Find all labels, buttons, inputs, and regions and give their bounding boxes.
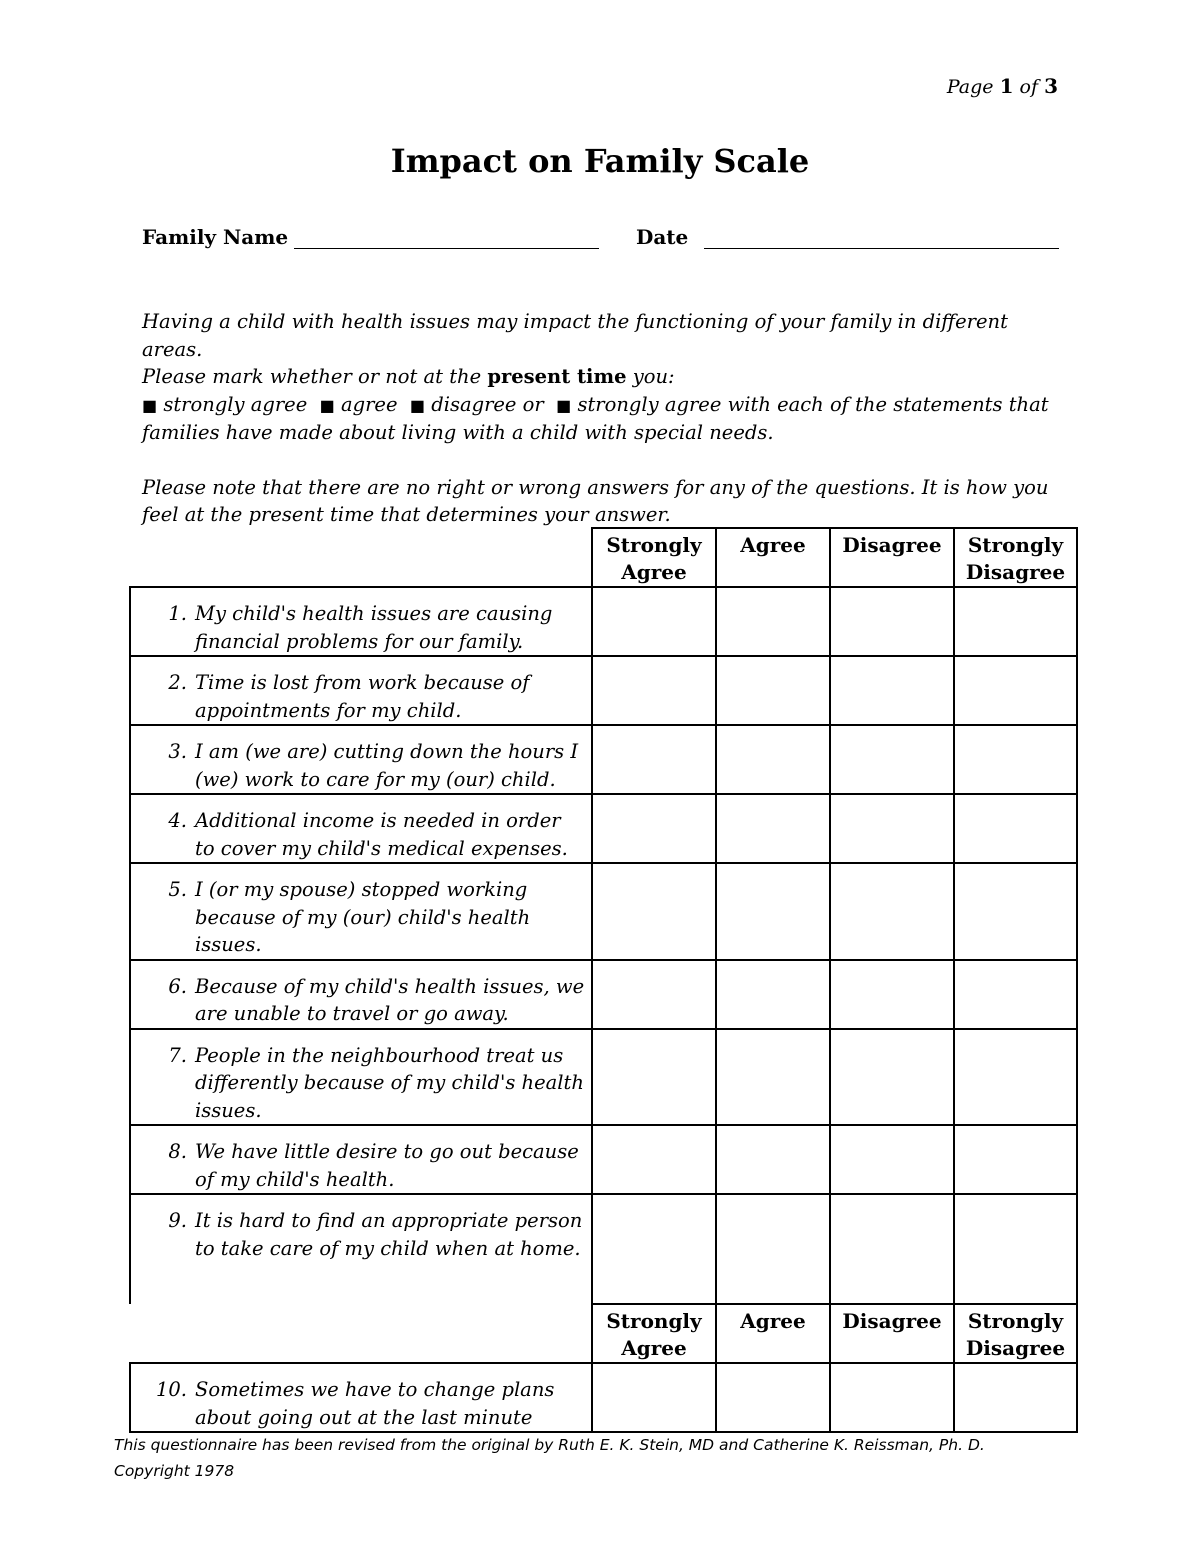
response-strongly-disagree[interactable] xyxy=(954,960,1077,1029)
question-cell: 8. We have little desire to go out because of my child's health. xyxy=(130,1125,592,1194)
response-agree[interactable] xyxy=(716,794,830,863)
page-of-label: of xyxy=(1019,76,1039,98)
present-time-emphasis: present time xyxy=(487,365,627,388)
note-line-1: Please note that there are no right or wrong answers for any of the questions. It is how you xyxy=(142,475,1049,499)
col-header-strongly-agree: Strongly Agree xyxy=(592,1304,716,1363)
square-bullet-icon: ■ xyxy=(319,395,335,415)
survey-table-1 xyxy=(129,527,1078,1433)
question-cell: 4. Additional income is needed in order to cover my child's medical expenses. xyxy=(130,794,592,863)
footer xyxy=(114,1432,1094,1484)
family-name-field[interactable] xyxy=(142,225,599,249)
response-agree[interactable] xyxy=(716,725,830,794)
response-strongly-agree[interactable] xyxy=(592,1363,716,1432)
response-strongly-agree[interactable] xyxy=(592,1125,716,1194)
question-row xyxy=(130,656,1077,725)
response-disagree[interactable] xyxy=(830,1029,954,1126)
response-strongly-agree[interactable] xyxy=(592,1029,716,1126)
response-strongly-agree[interactable] xyxy=(592,794,716,863)
date-label: Date xyxy=(636,225,689,249)
response-disagree[interactable] xyxy=(830,587,954,656)
header-blank xyxy=(130,528,592,587)
response-disagree[interactable] xyxy=(830,1363,954,1432)
header-fields xyxy=(142,225,1062,255)
square-bullet-icon: ■ xyxy=(409,395,426,415)
response-strongly-disagree[interactable] xyxy=(954,1029,1077,1126)
family-name-label: Family Name xyxy=(142,225,289,249)
response-strongly-disagree[interactable] xyxy=(954,794,1077,863)
header-blank xyxy=(130,1304,592,1363)
response-agree[interactable] xyxy=(716,587,830,656)
question-cell: 1. My child's health issues are causing financial problems for our family. xyxy=(130,587,592,656)
response-disagree[interactable] xyxy=(830,1125,954,1194)
note-line-2: feel at the present time that determines your answer. xyxy=(142,503,671,526)
response-agree[interactable] xyxy=(716,1363,830,1432)
response-strongly-agree[interactable] xyxy=(592,863,716,960)
response-disagree[interactable] xyxy=(830,960,954,1029)
response-disagree[interactable] xyxy=(830,863,954,960)
family-name-input-line[interactable] xyxy=(294,228,599,249)
response-disagree[interactable] xyxy=(830,656,954,725)
question-row xyxy=(130,794,1077,863)
date-field[interactable] xyxy=(636,225,1059,249)
response-strongly-disagree[interactable] xyxy=(954,725,1077,794)
question-cell: 3. I am (we are) cutting down the hours I (we) work to care for my (our) child. xyxy=(130,725,592,794)
response-agree[interactable] xyxy=(716,1194,830,1304)
page-label: Page xyxy=(946,76,994,98)
response-agree[interactable] xyxy=(716,863,830,960)
col-header-disagree: Disagree xyxy=(830,528,954,587)
question-row xyxy=(130,960,1077,1029)
response-disagree[interactable] xyxy=(830,794,954,863)
response-strongly-agree[interactable] xyxy=(592,960,716,1029)
footer-attribution: This questionnaire has been revised from the original by Ruth E. K. Stein, MD and Catherine K. Reissman, Ph. D. xyxy=(114,1436,985,1454)
question-cell: 9. It is hard to find an appropriate person to take care of my child when at home. xyxy=(130,1194,592,1304)
col-header-agree: Agree xyxy=(716,1304,830,1363)
question-row xyxy=(130,1363,1077,1432)
response-agree[interactable] xyxy=(716,960,830,1029)
response-strongly-disagree[interactable] xyxy=(954,1125,1077,1194)
question-row xyxy=(130,1194,1077,1304)
question-row xyxy=(130,1029,1077,1126)
question-cell: 5. I (or my spouse) stopped working because of my (our) child's health issues. xyxy=(130,863,592,960)
page-title: Impact on Family Scale xyxy=(390,142,810,180)
response-agree[interactable] xyxy=(716,656,830,725)
response-agree[interactable] xyxy=(716,1125,830,1194)
question-row xyxy=(130,863,1077,960)
question-row xyxy=(130,1125,1077,1194)
instructions xyxy=(142,308,1062,529)
question-cell: 2. Time is lost from work because of appointments for my child. xyxy=(130,656,592,725)
instructions-line-4: families have made about living with a child with special needs. xyxy=(142,421,774,444)
page-total: 3 xyxy=(1044,74,1058,98)
response-strongly-agree[interactable] xyxy=(592,1194,716,1304)
response-strongly-disagree[interactable] xyxy=(954,1194,1077,1304)
square-bullet-icon: ■ xyxy=(142,395,158,415)
response-options: ■ strongly agree ■ agree ■ disagree or ■ strongly agree with each of the statements that xyxy=(142,392,1049,416)
question-row xyxy=(130,587,1077,656)
date-input-line[interactable] xyxy=(704,228,1059,249)
col-header-strongly-disagree: Strongly Disagree xyxy=(954,1304,1077,1363)
page-number xyxy=(947,74,1058,98)
question-cell: 6. Because of my child's health issues, we are unable to travel or go away. xyxy=(130,960,592,1029)
footer-copyright: Copyright 1978 xyxy=(114,1462,235,1480)
response-disagree[interactable] xyxy=(830,725,954,794)
instructions-line-2: Please mark whether or not at the present time you: xyxy=(142,365,675,388)
response-strongly-disagree[interactable] xyxy=(954,863,1077,960)
response-strongly-disagree[interactable] xyxy=(954,656,1077,725)
instructions-line-1: Having a child with health issues may impact the functioning of your family in different areas. xyxy=(142,310,1008,361)
header-row-repeat xyxy=(130,1304,1077,1363)
response-disagree[interactable] xyxy=(830,1194,954,1304)
col-header-agree: Agree xyxy=(716,528,830,587)
col-header-strongly-disagree: Strongly Disagree xyxy=(954,528,1077,587)
response-strongly-agree[interactable] xyxy=(592,587,716,656)
response-strongly-agree[interactable] xyxy=(592,656,716,725)
square-bullet-icon: ■ xyxy=(556,395,572,415)
header-row xyxy=(130,528,1077,587)
response-strongly-disagree[interactable] xyxy=(954,1363,1077,1432)
response-strongly-disagree[interactable] xyxy=(954,587,1077,656)
col-header-disagree: Disagree xyxy=(830,1304,954,1363)
question-cell: 10. Sometimes we have to change plans about going out at the last minute xyxy=(130,1363,592,1432)
question-row xyxy=(130,725,1077,794)
page-current: 1 xyxy=(999,74,1014,98)
col-header-strongly-agree: Strongly Agree xyxy=(592,528,716,587)
response-strongly-agree[interactable] xyxy=(592,725,716,794)
response-agree[interactable] xyxy=(716,1029,830,1126)
question-cell: 7. People in the neighbourhood treat us differently because of my child's health issues. xyxy=(130,1029,592,1126)
